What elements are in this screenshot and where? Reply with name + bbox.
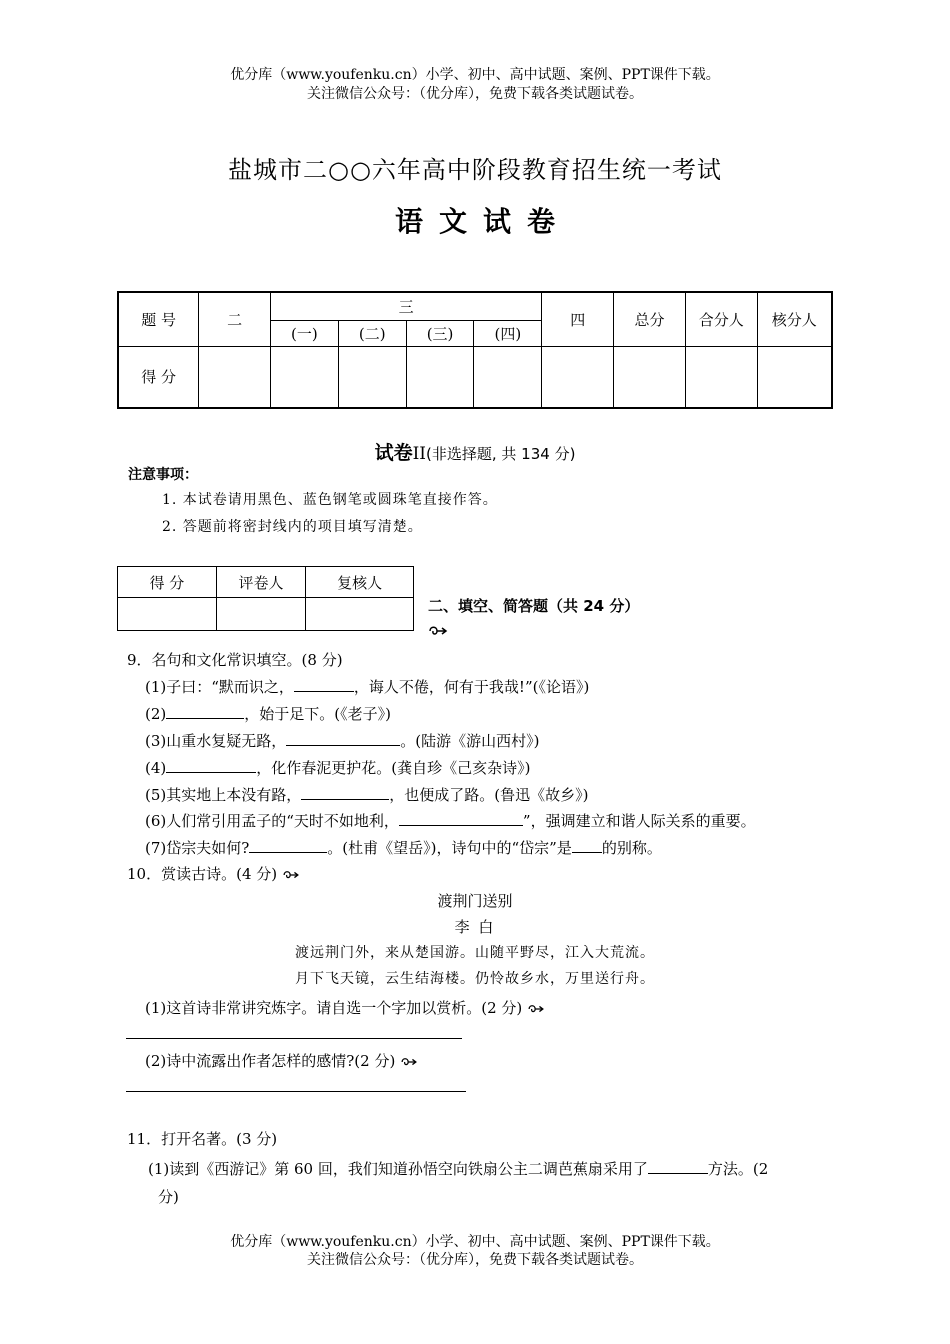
reviewer-label: 复核人	[306, 567, 414, 598]
q9-item-2-after: ，始于足下。(《老子》)	[244, 705, 391, 723]
answer-blank[interactable]	[249, 838, 327, 853]
footer-line-2: 关注微信公众号：（优分库），免费下载各类试题试卷。	[307, 1252, 643, 1268]
q9-item-5-before: (5)其实地上本没有路，	[145, 786, 302, 804]
q11-sub1-before: (1)读到《西游记》第 60 回，我们知道孙悟空向铁扇公主二调芭蕉扇采用了	[148, 1160, 648, 1178]
answer-line[interactable]	[126, 1038, 462, 1039]
col-three: 三	[271, 292, 542, 320]
scroll-mark-icon	[282, 869, 300, 881]
exam-title: 盐城市二○○六年高中阶段教育招生统一考试	[228, 156, 722, 184]
footer-line-1: 优分库（www.youfenku.cn）小学、初中、高中试题、案例、PPT课件下载。	[230, 1234, 720, 1250]
q9-item-5	[145, 784, 588, 805]
grader-label: 评卷人	[216, 567, 306, 598]
q9-item-2	[145, 703, 391, 724]
q9-item-7-b: 。(杜甫《望岳》)，诗句中的“岱宗”是	[327, 839, 572, 857]
q9-stem: 9．名句和文化常识填空。(8 分)	[127, 651, 343, 669]
col-four: 四	[542, 292, 614, 346]
score-table	[117, 291, 833, 409]
col-checker: 核分人	[757, 292, 832, 346]
header-line-1: 优分库（www.youfenku.cn）小学、初中、高中试题、案例、PPT课件下载。	[230, 67, 720, 83]
col-combiner: 合分人	[685, 292, 757, 346]
q9-item-7-a: (7)岱宗夫如何?	[145, 839, 250, 857]
section2-title: 二、填空、简答题（共 24 分）	[428, 597, 640, 615]
score-cell[interactable]	[757, 346, 832, 408]
score-cell[interactable]	[614, 346, 686, 408]
q10-sub2: (2)诗中流露出作者怎样的感情?(2 分)	[145, 1052, 396, 1070]
answer-line[interactable]	[126, 1091, 466, 1092]
score-cell[interactable]	[338, 346, 406, 408]
exam-subtitle: 语文试卷	[394, 205, 571, 238]
q9-item-4-before: (4)	[145, 759, 167, 777]
score-cell[interactable]	[199, 346, 271, 408]
col-two: 二	[199, 292, 271, 346]
poem-author: 李 白	[454, 918, 496, 936]
q9-item-6-before: (6)人们常引用孟子的“天时不如地利，	[145, 812, 399, 830]
q9-item-1	[145, 676, 589, 697]
poem-line-1: 渡远荆门外，来从楚国游。山随平野尽，江入大荒流。	[295, 945, 655, 961]
row-label-score: 得 分	[118, 346, 199, 408]
paper2-title-main: 试卷	[374, 442, 413, 464]
grader-table	[117, 566, 414, 631]
q11-sub1	[148, 1158, 768, 1179]
q11-sub1-after: 方法。(2	[707, 1160, 769, 1178]
paper2-title-roman: II	[412, 444, 427, 464]
score-cell[interactable]	[542, 346, 614, 408]
scroll-mark-icon	[527, 1003, 545, 1015]
q10-sub1-row	[145, 997, 545, 1018]
answer-blank[interactable]	[572, 838, 602, 853]
q9-item-6-after: ”，强调建立和谐人际关系的重要。	[522, 812, 756, 830]
answer-blank[interactable]	[301, 785, 389, 800]
poem-title: 渡荆门送别	[437, 892, 513, 910]
answer-blank[interactable]	[648, 1159, 708, 1174]
sub-col-2: (二)	[338, 320, 406, 346]
q10-sub1: (1)这首诗非常讲究炼字。请自选一个字加以赏析。(2 分)	[145, 999, 523, 1017]
q9-item-1-before: (1)子曰：“默而识之，	[145, 678, 294, 696]
q9-item-3	[145, 730, 539, 751]
score-cell[interactable]	[474, 346, 542, 408]
q10-stem: 10．赏读古诗。(4 分)	[127, 865, 278, 883]
q9-item-3-before: (3)山重水复疑无路，	[145, 732, 287, 750]
sub-col-4: (四)	[474, 320, 542, 346]
sub-col-3: (三)	[406, 320, 474, 346]
answer-blank[interactable]	[286, 731, 400, 746]
notice-heading: 注意事项：	[128, 467, 198, 483]
sub-col-1: (一)	[271, 320, 339, 346]
q9-item-1-after: ，诲人不倦，何有于我哉!”(《论语》)	[353, 678, 590, 696]
q10-sub2-row	[145, 1050, 418, 1071]
q11-sub1-wrap: 分)	[158, 1188, 179, 1206]
q9-item-5-after: ，也便成了路。(鲁迅《故乡》)	[389, 786, 589, 804]
score-cell[interactable]	[271, 346, 339, 408]
paper2-title	[0, 438, 950, 465]
poem-line-2: 月下飞天镜，云生结海楼。仍怜故乡水，万里送行舟。	[295, 971, 655, 987]
q9-item-4-after: ，化作春泥更护花。(龚自珍《己亥杂诗》)	[256, 759, 531, 777]
q9-item-3-after: 。(陆游《游山西村》)	[400, 732, 540, 750]
q9-item-4	[145, 757, 530, 778]
answer-blank[interactable]	[166, 758, 256, 773]
notice-item-1: 1. 本试卷请用黑色、蓝色钢笔或圆珠笔直接作答。	[162, 492, 498, 508]
score-cell[interactable]	[406, 346, 474, 408]
col-total: 总分	[614, 292, 686, 346]
q11-stem: 11．打开名著。(3 分)	[127, 1130, 278, 1148]
notice-item-2: 2. 答题前将密封线内的项目填写清楚。	[162, 519, 423, 535]
grader-score-label: 得 分	[118, 567, 217, 598]
q10-stem-row	[127, 863, 300, 884]
paper2-title-note: (非选择题, 共 134 分)	[426, 445, 576, 463]
answer-blank[interactable]	[166, 704, 244, 719]
score-cell[interactable]	[685, 346, 757, 408]
row-label-question-number: 题 号	[118, 292, 199, 346]
header-line-2: 关注微信公众号：（优分库），免费下载各类试题试卷。	[307, 86, 643, 102]
grader-score-cell[interactable]	[118, 598, 217, 631]
q9-item-7-c: 的别称。	[601, 839, 662, 857]
answer-blank[interactable]	[399, 811, 523, 826]
q9-item-6	[145, 810, 756, 831]
scroll-mark-icon	[400, 1056, 418, 1068]
grader-cell[interactable]	[216, 598, 306, 631]
answer-blank[interactable]	[294, 677, 354, 692]
q9-item-7	[145, 837, 662, 858]
q9-item-2-before: (2)	[145, 705, 167, 723]
reviewer-cell[interactable]	[306, 598, 414, 631]
scroll-mark-icon	[428, 624, 448, 638]
